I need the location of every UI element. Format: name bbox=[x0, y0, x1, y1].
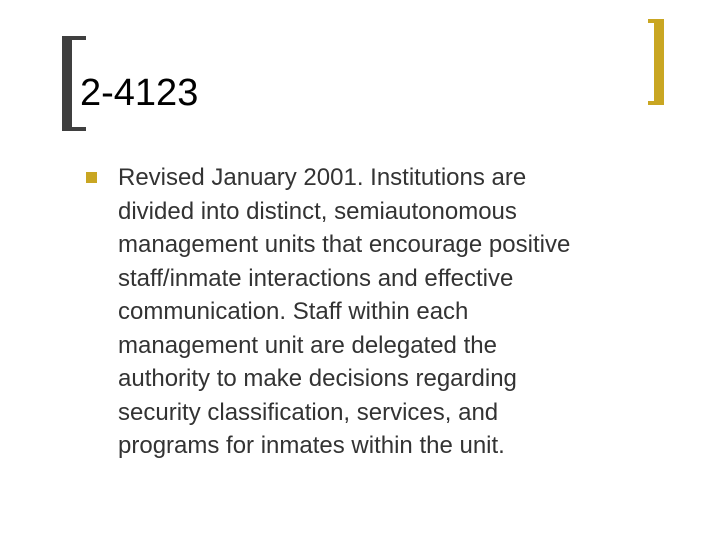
bullet-text-line: security classification, services, and bbox=[118, 398, 499, 426]
bullet-text bbox=[118, 161, 678, 463]
bullet-text-line: staff/inmate interactions and effective bbox=[118, 264, 514, 292]
left-bracket-decoration bbox=[62, 36, 72, 131]
left-bracket-top-decoration bbox=[62, 36, 86, 40]
bullet-text-line: Revised January 2001. Institutions are bbox=[118, 164, 527, 191]
bullet-text-line: programs for inmates within the unit. bbox=[118, 432, 505, 459]
right-bracket-decoration bbox=[654, 19, 664, 105]
bullet-text-line: authority to make decisions regarding bbox=[118, 365, 517, 392]
bullet-text-line: management unit are delegated the bbox=[118, 331, 497, 359]
square-bullet-icon bbox=[86, 172, 97, 183]
bullet-text-line: divided into distinct, semiautonomous bbox=[118, 197, 517, 225]
bullet-text-line: communication. Staff within each bbox=[118, 298, 469, 325]
left-bracket-bottom-decoration bbox=[62, 127, 86, 131]
right-bracket-top-decoration bbox=[648, 19, 664, 23]
right-bracket-bottom-decoration bbox=[648, 101, 664, 105]
slide-title: 2-4123 bbox=[80, 72, 199, 114]
bullet-text-line: management units that encourage positive bbox=[118, 231, 571, 258]
